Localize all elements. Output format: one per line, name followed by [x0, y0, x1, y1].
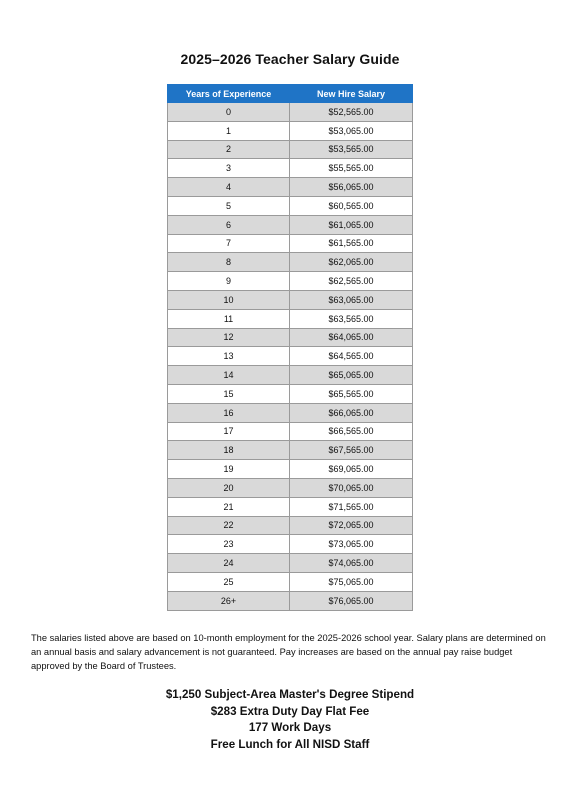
- table-row: [168, 159, 413, 178]
- table-row: [168, 554, 413, 573]
- table-row: [168, 215, 413, 234]
- years-cell: 19: [168, 460, 290, 479]
- years-cell: 20: [168, 478, 290, 497]
- years-cell: 4: [168, 178, 290, 197]
- salary-cell: $69,065.00: [290, 460, 413, 479]
- salary-cell: $75,065.00: [290, 572, 413, 591]
- table-row: [168, 103, 413, 122]
- table-header-row: [168, 85, 413, 103]
- years-cell: 21: [168, 497, 290, 516]
- years-cell: 7: [168, 234, 290, 253]
- years-cell: 5: [168, 196, 290, 215]
- years-cell: 22: [168, 516, 290, 535]
- table-row: [168, 422, 413, 441]
- salary-cell: $52,565.00: [290, 103, 413, 122]
- salary-cell: $53,565.00: [290, 140, 413, 159]
- years-cell: 18: [168, 441, 290, 460]
- years-cell: 26+: [168, 591, 290, 610]
- salary-cell: $56,065.00: [290, 178, 413, 197]
- table-row: [168, 309, 413, 328]
- page-title: 2025–2026 Teacher Salary Guide: [180, 51, 400, 67]
- salary-cell: $74,065.00: [290, 554, 413, 573]
- years-cell: 16: [168, 403, 290, 422]
- years-cell: 11: [168, 309, 290, 328]
- years-cell: 13: [168, 347, 290, 366]
- benefits-list: [0, 687, 580, 753]
- table-row: [168, 366, 413, 385]
- table-row: [168, 384, 413, 403]
- years-cell: 12: [168, 328, 290, 347]
- salary-cell: $67,565.00: [290, 441, 413, 460]
- years-cell: 6: [168, 215, 290, 234]
- benefit-masters-stipend: $1,250 Subject-Area Master's Degree Stipend: [165, 688, 415, 701]
- table-row: [168, 572, 413, 591]
- table-row: [168, 535, 413, 554]
- salary-cell: $72,065.00: [290, 516, 413, 535]
- salary-cell: $61,065.00: [290, 215, 413, 234]
- years-cell: 3: [168, 159, 290, 178]
- salary-cell: $55,565.00: [290, 159, 413, 178]
- table-row: [168, 516, 413, 535]
- years-cell: 8: [168, 253, 290, 272]
- years-cell: 24: [168, 554, 290, 573]
- table-row: [168, 234, 413, 253]
- salary-cell: $65,065.00: [290, 366, 413, 385]
- table-row: [168, 253, 413, 272]
- years-cell: 2: [168, 140, 290, 159]
- years-cell: 1: [168, 121, 290, 140]
- table-row: [168, 121, 413, 140]
- salary-cell: $66,065.00: [290, 403, 413, 422]
- column-header-salary: New Hire Salary: [290, 85, 413, 103]
- salary-table-body: [168, 103, 413, 611]
- salary-cell: $62,565.00: [290, 272, 413, 291]
- table-row: [168, 403, 413, 422]
- table-row: [168, 460, 413, 479]
- salary-cell: $64,065.00: [290, 328, 413, 347]
- table-row: [168, 441, 413, 460]
- table-row: [168, 178, 413, 197]
- salary-cell: $61,565.00: [290, 234, 413, 253]
- salary-cell: $62,065.00: [290, 253, 413, 272]
- years-cell: 15: [168, 384, 290, 403]
- salary-cell: $66,565.00: [290, 422, 413, 441]
- benefit-work-days: 177 Work Days: [248, 721, 332, 734]
- salary-cell: $63,065.00: [290, 290, 413, 309]
- salary-cell: $65,565.00: [290, 384, 413, 403]
- table-row: [168, 140, 413, 159]
- table-row: [168, 347, 413, 366]
- years-cell: 17: [168, 422, 290, 441]
- table-row: [168, 328, 413, 347]
- years-cell: 25: [168, 572, 290, 591]
- salary-cell: $60,565.00: [290, 196, 413, 215]
- salary-table: [167, 84, 413, 611]
- salary-cell: $71,565.00: [290, 497, 413, 516]
- table-row: [168, 478, 413, 497]
- column-header-years: Years of Experience: [168, 85, 290, 103]
- salary-cell: $70,065.00: [290, 478, 413, 497]
- table-row: [168, 290, 413, 309]
- salary-cell: $76,065.00: [290, 591, 413, 610]
- years-cell: 14: [168, 366, 290, 385]
- years-cell: 23: [168, 535, 290, 554]
- salary-cell: $73,065.00: [290, 535, 413, 554]
- table-row: [168, 497, 413, 516]
- salary-cell: $63,565.00: [290, 309, 413, 328]
- table-row: [168, 591, 413, 610]
- salary-cell: $64,565.00: [290, 347, 413, 366]
- table-row: [168, 272, 413, 291]
- table-row: [168, 196, 413, 215]
- years-cell: 9: [168, 272, 290, 291]
- benefit-extra-duty-fee: $283 Extra Duty Day Flat Fee: [210, 704, 370, 718]
- years-cell: 10: [168, 290, 290, 309]
- salary-cell: $53,065.00: [290, 121, 413, 140]
- benefit-free-lunch: Free Lunch for All NISD Staff: [210, 737, 370, 751]
- salary-disclaimer: The salaries listed above are based on 10-month employment for the 2025-2026 school year. Salary plans are determined on an annual basis and salary advancement is not guaranteed. Pay increases are based on the annual pay raise budget approved by the Board of Trustees.: [31, 633, 546, 671]
- years-cell: 0: [168, 103, 290, 122]
